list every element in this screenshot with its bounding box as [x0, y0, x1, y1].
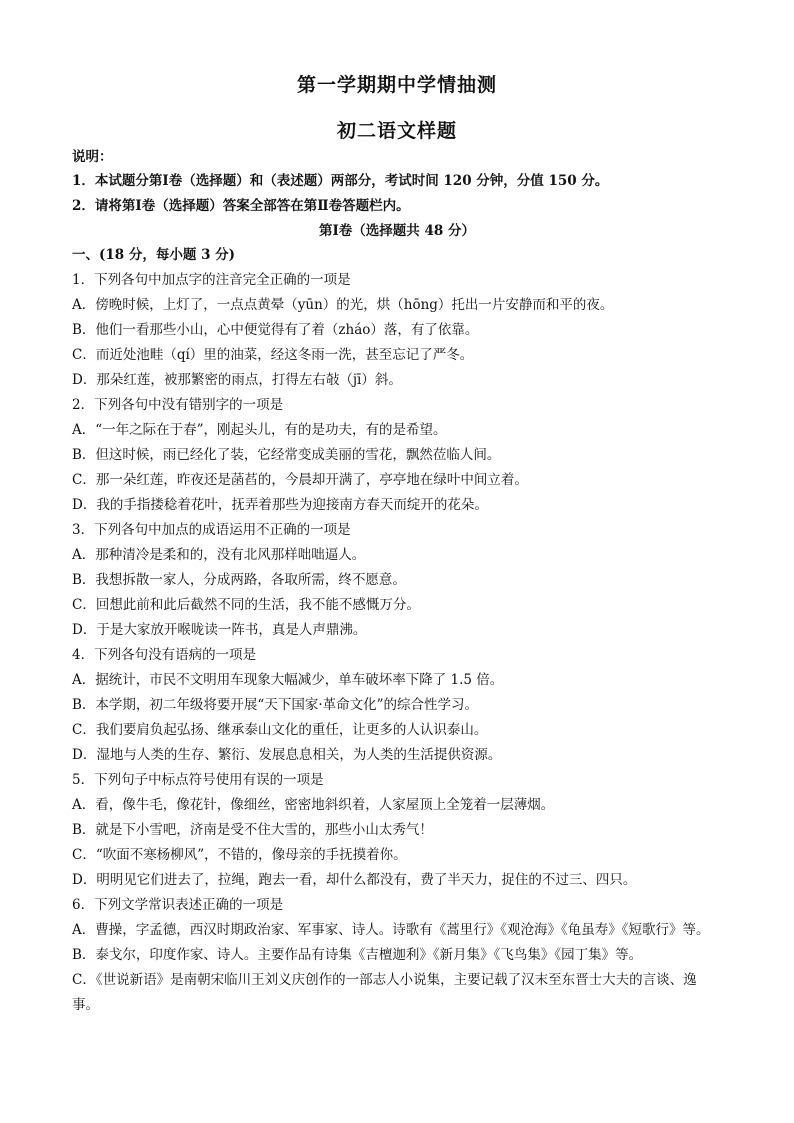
question-option: D．明明见它们进去了，拉绳，跑去一看，却什么都没有，费了半天力，捉住的不过三、四只。 [72, 872, 637, 888]
question-option: C．《世说新语》是南朝宋临川王刘义庆创作的一部志人小说集，主要记载了汉末至东晋士大夫的言谈、逸 [72, 972, 697, 988]
exam-title: 第一学期期中学情抽测 [296, 74, 497, 96]
question-option: B．但这时候，雨已经化了装，它经常变成美丽的雪花，飘然莅临人间。 [72, 447, 501, 463]
question-option: B．泰戈尔，印度作家、诗人。主要作品有诗集《吉檀迦利》《新月集》《飞鸟集》《园丁集》等。 [72, 947, 643, 963]
question-option: C．“吹面不寒杨柳风”，不错的，像母亲的手抚摸着你。 [72, 847, 407, 863]
question-option: B．就是下小雪吧，济南是受不住大雪的，那些小山太秀气！ [72, 822, 433, 838]
question-stem: 4．下列各句没有语病的一项是 [72, 647, 257, 663]
exam-subtitle: 初二语文样题 [336, 120, 457, 142]
question-option: D．那朵红莲，被那繁密的雨点，打得左右敧（jī）斜。 [72, 372, 402, 388]
question-stem: 1．下列各句中加点字的注音完全正确的一项是 [72, 272, 351, 288]
question-option: A．“一年之际在于春”，刚起头儿，有的是功夫，有的是希望。 [72, 422, 447, 438]
question-option: D．于是大家放开喉咙读一阵书，真是人声鼎沸。 [72, 622, 367, 638]
question-option: B．他们一看那些小山，心中便觉得有了着（zháo）落，有了依靠。 [72, 322, 479, 338]
question-option-continued: 事。 [72, 997, 99, 1013]
question-option: A．那种清冷是柔和的，没有北风那样咄咄逼人。 [72, 547, 366, 563]
instructions-label: 说明： [72, 149, 113, 165]
instruction-item: 2．请将第Ⅰ卷（选择题）答案全部答在第Ⅱ卷答题栏内。 [72, 198, 410, 214]
question-option: C．而近处池畦（qí）里的油菜，经这冬雨一洗，甚至忘记了严冬。 [72, 347, 474, 363]
question-option: B．本学期，初二年级将要开展“天下国家·革命文化”的综合性学习。 [72, 697, 479, 713]
instruction-item: 1．本试题分第Ⅰ卷（选择题）和（表述题）两部分，考试时间 120 分钟，分值 150 分。 [72, 173, 609, 189]
question-option: B．我想拆散一家人，分成两路，各取所需，终不愿意。 [72, 572, 406, 588]
question-option: A．看，像牛毛，像花针，像细丝，密密地斜织着，人家屋顶上全笼着一层薄烟。 [72, 797, 555, 813]
question-stem: 3．下列各句中加点的成语运用不正确的一项是 [72, 522, 351, 538]
question-option: C．我们要肩负起弘扬、继承泰山文化的重任，让更多的人认识泰山。 [72, 722, 488, 738]
question-option: D．湿地与人类的生存、繁衍、发展息息相关，为人类的生活提供资源。 [72, 747, 502, 763]
part-heading: 一、(18 分，每小题 3 分) [72, 247, 236, 263]
question-option: D．我的手指搂稔着花叶，抚弄着那些为迎接南方春天而绽开的花朵。 [72, 497, 488, 513]
question-option: C．那一朵红莲，昨夜还是菡萏的，今晨却开满了，亭亭地在绿叶中间立着。 [72, 472, 528, 488]
question-option: C．回想此前和此后截然不同的生活，我不能不感慨万分。 [72, 597, 420, 613]
question-stem: 6．下列文学常识表述正确的一项是 [72, 897, 284, 913]
question-stem: 2．下列各句中没有错别字的一项是 [72, 397, 284, 413]
question-stem: 5．下列句子中标点符号使用有误的一项是 [72, 772, 324, 788]
section-heading: 第Ⅰ卷（选择题共 48 分） [318, 223, 475, 239]
question-option: A．傍晚时候，上灯了，一点点黄晕（yūn）的光，烘（hōng）托出一片安静而和平的夜。 [72, 297, 614, 313]
question-option: A．据统计，市民不文明用车现象大幅减少，单车破坏率下降了 1.5 倍。 [72, 672, 504, 688]
question-option: A．曹操，字孟德，西汉时期政治家、军事家、诗人。诗歌有《蒿里行》《观沧海》《龟虽寿》《短歌行》等。 [72, 922, 710, 938]
